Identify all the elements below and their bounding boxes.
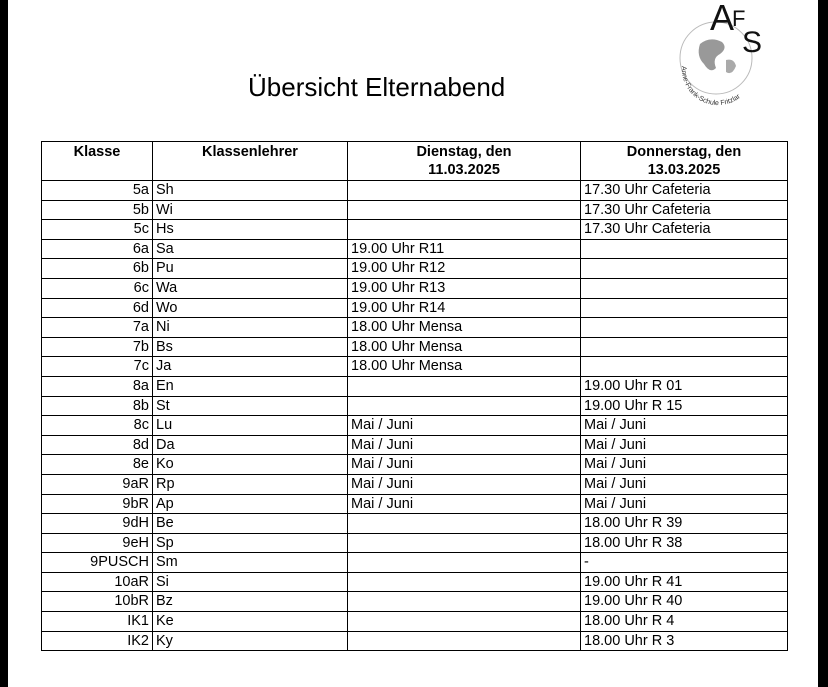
document-page	[8, 0, 818, 687]
cell-klasse: 5b	[42, 200, 153, 220]
cell-donnerstag: -	[581, 553, 788, 573]
cell-klasse: 7c	[42, 357, 153, 377]
table-row	[42, 631, 788, 651]
table-row	[42, 416, 788, 436]
cell-klassenlehrer: Sh	[153, 181, 348, 201]
table-row	[42, 435, 788, 455]
table-row	[42, 298, 788, 318]
cell-klasse: 8c	[42, 416, 153, 436]
school-logo	[660, 0, 770, 112]
table-row	[42, 572, 788, 592]
cell-klasse: 6c	[42, 278, 153, 298]
cell-donnerstag: 18.00 Uhr R 39	[581, 514, 788, 534]
table-row	[42, 259, 788, 279]
table-row	[42, 533, 788, 553]
table-row	[42, 494, 788, 514]
cell-klassenlehrer: Ap	[153, 494, 348, 514]
cell-donnerstag: 17.30 Uhr Cafeteria	[581, 181, 788, 201]
cell-klasse: IK2	[42, 631, 153, 651]
header-donnerstag-label: Donnerstag, den 13.03.2025	[626, 144, 742, 178]
cell-klasse: 9bR	[42, 494, 153, 514]
cell-donnerstag	[581, 298, 788, 318]
cell-klassenlehrer: Lu	[153, 416, 348, 436]
cell-klasse: 6b	[42, 259, 153, 279]
cell-donnerstag: Mai / Juni	[581, 455, 788, 475]
cell-klasse: 5a	[42, 181, 153, 201]
cell-klasse: IK1	[42, 612, 153, 632]
cell-donnerstag: Mai / Juni	[581, 494, 788, 514]
table-body	[42, 181, 788, 651]
table-row	[42, 612, 788, 632]
table-row	[42, 592, 788, 612]
cell-dienstag: 19.00 Uhr R12	[348, 259, 581, 279]
cell-klassenlehrer: Sm	[153, 553, 348, 573]
cell-klasse: 9PUSCH	[42, 553, 153, 573]
cell-donnerstag	[581, 259, 788, 279]
header-klasse: Klasse	[42, 142, 153, 181]
cell-klasse: 9aR	[42, 474, 153, 494]
cell-dienstag: 19.00 Uhr R14	[348, 298, 581, 318]
table-row	[42, 278, 788, 298]
cell-dienstag: 18.00 Uhr Mensa	[348, 357, 581, 377]
cell-klasse: 8a	[42, 376, 153, 396]
table-row	[42, 376, 788, 396]
cell-dienstag	[348, 396, 581, 416]
cell-klassenlehrer: Ja	[153, 357, 348, 377]
svg-text:F: F	[732, 6, 746, 31]
table-row	[42, 220, 788, 240]
cell-donnerstag	[581, 278, 788, 298]
cell-klasse: 8e	[42, 455, 153, 475]
cell-klassenlehrer: Ky	[153, 631, 348, 651]
svg-text:S: S	[742, 26, 763, 59]
cell-klassenlehrer: En	[153, 376, 348, 396]
cell-donnerstag: 18.00 Uhr R 38	[581, 533, 788, 553]
cell-donnerstag: 18.00 Uhr R 3	[581, 631, 788, 651]
header-dienstag-label: Dienstag, den 11.03.2025	[416, 144, 512, 178]
cell-dienstag	[348, 572, 581, 592]
cell-donnerstag: 18.00 Uhr R 4	[581, 612, 788, 632]
cell-klasse: 10bR	[42, 592, 153, 612]
cell-klassenlehrer: Rp	[153, 474, 348, 494]
cell-donnerstag: Mai / Juni	[581, 416, 788, 436]
cell-klassenlehrer: Ko	[153, 455, 348, 475]
table-row	[42, 553, 788, 573]
cell-klasse: 7a	[42, 318, 153, 338]
cell-klassenlehrer: Ni	[153, 318, 348, 338]
parent-evening-table	[41, 141, 788, 651]
cell-klasse: 6d	[42, 298, 153, 318]
cell-dienstag: 18.00 Uhr Mensa	[348, 318, 581, 338]
cell-klassenlehrer: Ke	[153, 612, 348, 632]
cell-klassenlehrer: Sp	[153, 533, 348, 553]
svg-text:A: A	[710, 0, 735, 38]
cell-donnerstag: Mai / Juni	[581, 474, 788, 494]
cell-klasse: 6a	[42, 239, 153, 259]
cell-donnerstag: 19.00 Uhr R 01	[581, 376, 788, 396]
svg-text:Anne-Frank-Schule Fritzlar: Anne-Frank-Schule Fritzlar	[679, 65, 742, 108]
cell-dienstag	[348, 553, 581, 573]
cell-klassenlehrer: Bz	[153, 592, 348, 612]
table-row	[42, 514, 788, 534]
cell-klasse: 7b	[42, 337, 153, 357]
table-row	[42, 357, 788, 377]
cell-klasse: 9eH	[42, 533, 153, 553]
table-row	[42, 337, 788, 357]
cell-donnerstag: 19.00 Uhr R 40	[581, 592, 788, 612]
cell-donnerstag: Mai / Juni	[581, 435, 788, 455]
cell-klassenlehrer: Wi	[153, 200, 348, 220]
table-row	[42, 474, 788, 494]
cell-dienstag	[348, 181, 581, 201]
cell-donnerstag	[581, 239, 788, 259]
header-dienstag	[348, 142, 581, 181]
header-klassenlehrer: Klassenlehrer	[153, 142, 348, 181]
table-row	[42, 239, 788, 259]
table-row	[42, 396, 788, 416]
cell-donnerstag: 17.30 Uhr Cafeteria	[581, 200, 788, 220]
cell-klassenlehrer: Bs	[153, 337, 348, 357]
cell-dienstag: 19.00 Uhr R13	[348, 278, 581, 298]
cell-klassenlehrer: Sa	[153, 239, 348, 259]
cell-klasse: 9dH	[42, 514, 153, 534]
cell-donnerstag: 17.30 Uhr Cafeteria	[581, 220, 788, 240]
cell-donnerstag: 19.00 Uhr R 41	[581, 572, 788, 592]
table-row	[42, 181, 788, 201]
cell-dienstag: 18.00 Uhr Mensa	[348, 337, 581, 357]
table-header-row	[42, 142, 788, 181]
cell-klassenlehrer: Be	[153, 514, 348, 534]
header-donnerstag	[581, 142, 788, 181]
cell-dienstag	[348, 612, 581, 632]
cell-dienstag	[348, 533, 581, 553]
cell-donnerstag: 19.00 Uhr R 15	[581, 396, 788, 416]
cell-dienstag: 19.00 Uhr R11	[348, 239, 581, 259]
cell-dienstag	[348, 514, 581, 534]
cell-donnerstag	[581, 357, 788, 377]
cell-klassenlehrer: Wa	[153, 278, 348, 298]
cell-donnerstag	[581, 337, 788, 357]
cell-klasse: 5c	[42, 220, 153, 240]
cell-dienstag	[348, 200, 581, 220]
page-title: Übersicht Elternabend	[248, 72, 506, 102]
cell-klassenlehrer: Wo	[153, 298, 348, 318]
cell-klassenlehrer: Pu	[153, 259, 348, 279]
cell-klasse: 10aR	[42, 572, 153, 592]
cell-klassenlehrer: Si	[153, 572, 348, 592]
cell-klasse: 8d	[42, 435, 153, 455]
cell-dienstag: Mai / Juni	[348, 474, 581, 494]
cell-dienstag: Mai / Juni	[348, 435, 581, 455]
cell-klasse: 8b	[42, 396, 153, 416]
cell-donnerstag	[581, 318, 788, 338]
cell-dienstag: Mai / Juni	[348, 455, 581, 475]
table-row	[42, 200, 788, 220]
cell-klassenlehrer: St	[153, 396, 348, 416]
cell-dienstag: Mai / Juni	[348, 416, 581, 436]
cell-dienstag	[348, 376, 581, 396]
table-row	[42, 318, 788, 338]
cell-dienstag	[348, 220, 581, 240]
cell-dienstag	[348, 631, 581, 651]
table-row	[42, 455, 788, 475]
cell-klassenlehrer: Da	[153, 435, 348, 455]
cell-dienstag	[348, 592, 581, 612]
cell-dienstag: Mai / Juni	[348, 494, 581, 514]
cell-klassenlehrer: Hs	[153, 220, 348, 240]
